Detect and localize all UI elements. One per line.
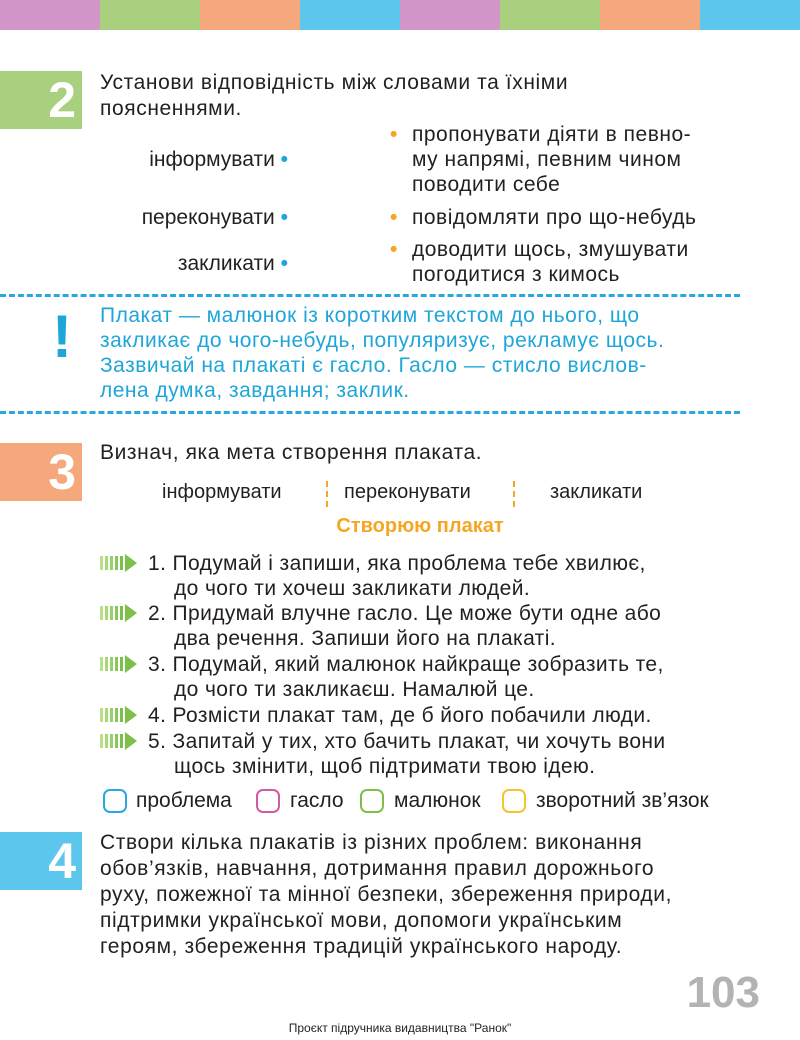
exclamation-icon: ! <box>52 303 72 370</box>
top-bar-segment <box>700 0 800 30</box>
match-definition-1 <box>390 122 772 197</box>
task4-line: Створи кілька плакатів із різних проблем: виконання <box>100 831 643 854</box>
definition-line: доводити щось, змушувати <box>412 238 689 261</box>
top-bar-segment <box>200 0 300 30</box>
match-word-label: закликати <box>177 252 275 275</box>
match-word-3 <box>178 252 288 276</box>
top-bar-segment <box>400 0 500 30</box>
note-line: закликає до чого-небудь, популяризує, рекламує щось. <box>100 329 665 352</box>
task4-line: підтримки української мови, допомоги українським <box>100 909 623 932</box>
top-bar-segment <box>600 0 700 30</box>
definition-line: пропонувати діяти в певно- <box>412 123 692 146</box>
note-line: Плакат — малюнок із коротким текстом до нього, що <box>100 304 640 327</box>
key-label: гасло <box>290 789 344 812</box>
key-box-blue <box>103 789 127 813</box>
top-bar-segment <box>500 0 600 30</box>
option-separator <box>326 481 328 507</box>
step-line: два речення. Запиши його на плакаті. <box>174 627 557 650</box>
legend-keys <box>0 789 800 819</box>
task2-instruction <box>100 70 760 122</box>
step-arrow-icon <box>100 604 140 622</box>
step-arrow-icon <box>100 732 140 750</box>
top-bar-segment <box>100 0 200 30</box>
step-1 <box>100 551 760 601</box>
top-bar-segment <box>300 0 400 30</box>
step-line: щось змінити, щоб підтримати твою ідею. <box>174 755 596 778</box>
purpose-option: переконувати <box>344 481 471 503</box>
top-bar-segment <box>0 0 100 30</box>
footer-note: Проєкт підручника видавництва "Ранок" <box>288 1021 512 1035</box>
match-definition-2 <box>390 205 772 230</box>
step-line: 1. Подумай і запиши, яка проблема тебе хвилює, <box>148 552 646 575</box>
key-label: зворотний зв’язок <box>536 789 709 812</box>
match-definition-3 <box>390 237 772 287</box>
task4-line: обов’язків, навчання, дотримання правил дорожнього <box>100 857 655 880</box>
definition-line: погодитися з кимось <box>412 263 620 286</box>
step-line: 3. Подумай, який малюнок найкраще зобразить те, <box>148 653 664 676</box>
step-line: 4. Розмісти плакат там, де б його побачили люди. <box>148 704 652 727</box>
step-line: до чого ти хочеш закликати людей. <box>174 577 531 600</box>
task4-line: героям, збереження традицій українського народу. <box>100 935 623 958</box>
task2-instruction-line: поясненнями. <box>100 97 242 120</box>
key-box-pink <box>256 789 280 813</box>
definition-dot: • <box>390 238 398 261</box>
key-label: проблема <box>136 789 232 812</box>
step-line: до чого ти закликаєш. Намалюй це. <box>174 678 535 701</box>
top-color-bar <box>0 0 800 30</box>
task-number-badge-4: 4 <box>0 832 82 890</box>
note-line: Зазвичай на плакаті є гасло. Гасло — стисло вислов- <box>100 354 647 377</box>
task-number-badge-3: 3 <box>0 443 82 501</box>
key-box-yellow <box>502 789 526 813</box>
step-line: 2. Придумай влучне гасло. Це може бути одне або <box>148 602 662 625</box>
match-dot: • <box>280 148 288 171</box>
step-arrow-icon <box>100 554 140 572</box>
step-arrow-icon <box>100 655 140 673</box>
purpose-option: інформувати <box>162 481 282 503</box>
definition-dot: • <box>390 206 398 229</box>
match-word-1 <box>149 148 288 172</box>
task4-line: руху, пожежної та мінної безпеки, збереження природи, <box>100 883 673 906</box>
option-separator <box>513 481 515 507</box>
match-word-2 <box>142 206 288 230</box>
definition-line: повідомляти про що-небудь <box>412 206 697 229</box>
step-3 <box>100 652 760 702</box>
purpose-option: закликати <box>550 481 643 503</box>
note-top-divider <box>0 294 740 297</box>
definition-line: поводити себе <box>412 173 561 196</box>
match-dot: • <box>280 252 288 275</box>
note-bottom-divider <box>0 411 740 414</box>
definition-dot: • <box>390 123 398 146</box>
page-number: 103 <box>686 968 760 1017</box>
step-4 <box>100 703 760 729</box>
match-dot: • <box>280 206 288 229</box>
key-box-green <box>360 789 384 813</box>
step-2 <box>100 601 760 651</box>
definition-line: му напрямі, певним чином <box>412 148 682 171</box>
note-line: лена думка, завдання; заклик. <box>100 379 410 402</box>
step-5 <box>100 729 760 779</box>
task2-instruction-line: Установи відповідність між словами та їхніми <box>100 71 569 94</box>
task4-text <box>100 830 780 960</box>
match-word-label: переконувати <box>141 206 275 229</box>
step-line: 5. Запитай у тих, хто бачить плакат, чи хочуть вони <box>148 730 666 753</box>
definition-note <box>100 303 750 403</box>
task-number-badge-2: 2 <box>0 71 82 129</box>
task3-instruction: Визнач, яка мета створення плаката. <box>100 441 483 464</box>
step-arrow-icon <box>100 706 140 724</box>
match-word-label: інформувати <box>149 148 275 171</box>
section-subtitle: Створюю плакат <box>336 515 504 537</box>
key-label: малюнок <box>394 789 481 812</box>
purpose-options <box>0 481 800 507</box>
